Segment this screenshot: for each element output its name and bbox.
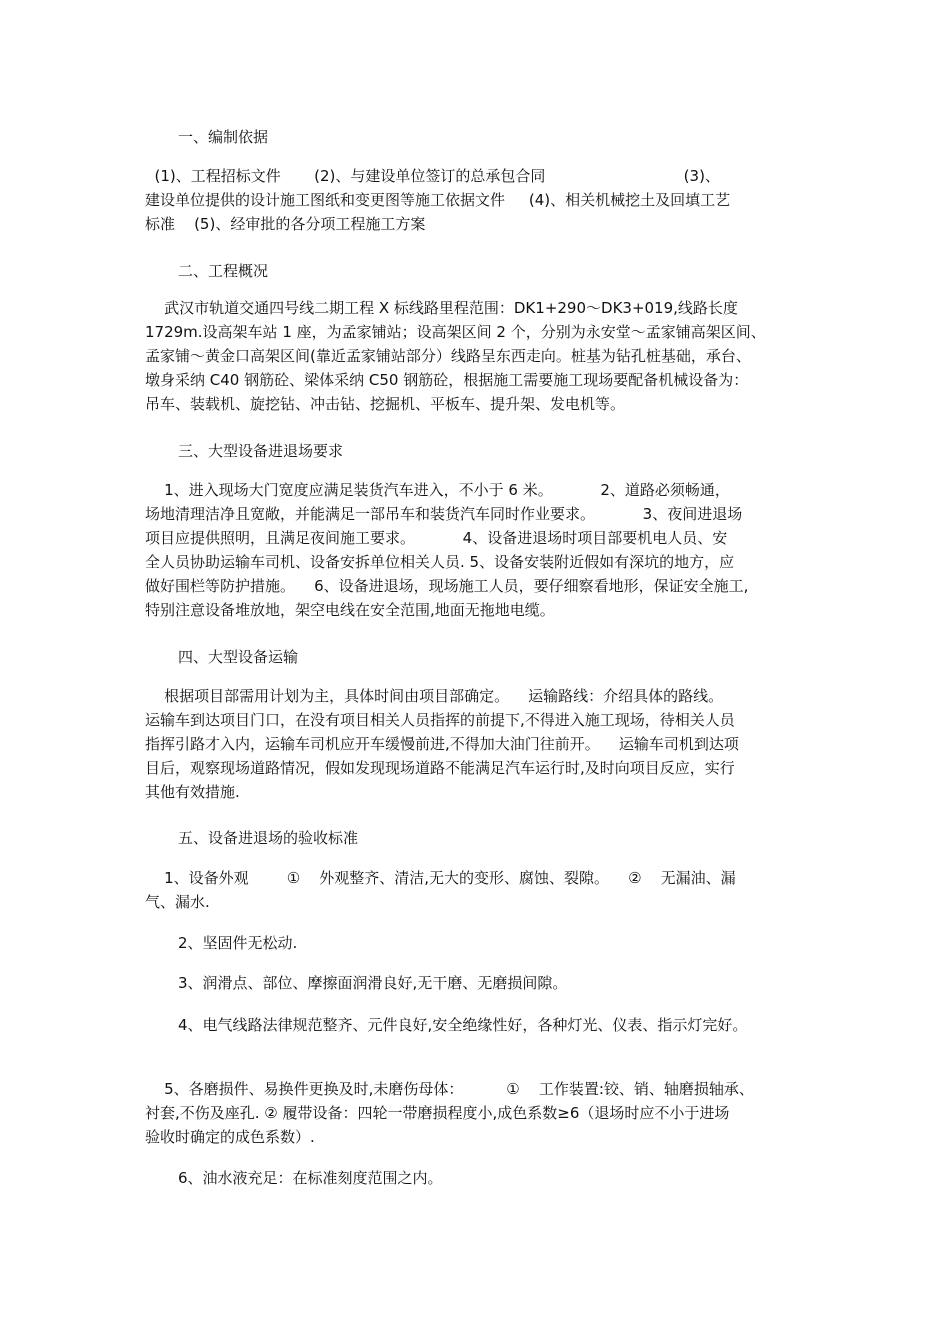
text-line: 5、各磨损件、易换件更换及时,未磨伤母体： ① 工作装置:铰、销、轴磨损轴承、: [145, 1080, 754, 1098]
paragraph-transport: [145, 684, 815, 804]
text-line: 项目应提供照明，且满足夜间施工要求。 4、设备进退场时项目部要机电人员、安: [145, 529, 728, 547]
text-line: (1)、工程招标文件 (2)、与建设单位签订的总承包合同 (3)、: [145, 167, 720, 185]
acceptance-item-5: [145, 1077, 815, 1149]
text-line: 气、漏水.: [145, 893, 210, 911]
acceptance-item-4: 4、电气线路法律规范整齐、元件良好,安全绝缘性好，各种灯光、仪表、指示灯完好。: [178, 1016, 748, 1034]
text-line: 做好围栏等防护措施。 6、设备进退场，现场施工人员，要仔细察看地形，保证安全施工,: [145, 577, 749, 595]
text-line: 1729m.设高架车站 1 座，为孟家铺站；设高架区间 2 个，分别为永安堂～孟家铺高架区间、: [145, 323, 766, 341]
text-line: 全人员协助运输车司机、设备安拆单位相关人员. 5、设备安装附近假如有深坑的地方，应: [145, 553, 735, 571]
text-line: 墩身采纳 C40 钢筋砼、梁体采纳 C50 钢筋砼，根据施工需要施工现场要配备机械设备为：: [145, 371, 749, 389]
text-line: 吊车、装载机、旋挖钻、冲击钻、挖掘机、平板车、提升架、发电机等。: [145, 395, 626, 413]
text-line: 根据项目部需用计划为主，具体时间由项目部确定。 运输路线：介绍具体的路线。: [145, 687, 724, 705]
paragraph-overview: [145, 296, 815, 416]
section-heading-1: 一、编制依据: [178, 128, 269, 146]
section-heading-2: 二、工程概况: [178, 262, 269, 280]
section-heading-5: 五、设备进退场的验收标准: [178, 829, 359, 847]
text-line: 孟家铺～黄金口高架区间(靠近孟家铺站部分）线路呈东西走向。桩基为钻孔桩基础，承台、: [145, 347, 751, 365]
text-line: 标准 (5)、经审批的各分项工程施工方案: [145, 215, 426, 233]
acceptance-item-2: 2、坚固件无松动.: [178, 934, 298, 952]
text-line: 特别注意设备堆放地，架空电线在安全范围,地面无拖地电缆。: [145, 601, 555, 619]
section-heading-4: 四、大型设备运输: [178, 648, 299, 666]
text-line: 建设单位提供的设计施工图纸和变更图等施工依据文件 (4)、相关机械挖土及回填工艺: [145, 191, 731, 209]
text-line: 衬套,不伤及座孔. ② 履带设备：四轮一带磨损程度小,成色系数≥6（退场时应不小于进场: [145, 1104, 730, 1122]
text-line: 其他有效措施.: [145, 783, 240, 801]
paragraph-entry-exit-requirements: [145, 478, 815, 622]
text-line: 运输车到达项目门口，在没有项目相关人员指挥的前提下,不得进入施工现场，待相关人员: [145, 711, 735, 729]
acceptance-item-1: [145, 866, 815, 914]
text-line: 验收时确定的成色系数）.: [145, 1128, 315, 1146]
text-line: 武汉市轨道交通四号线二期工程 X 标线路里程范围：DK1+290～DK3+019,线路长度: [145, 299, 738, 317]
text-line: 1、进入现场大门宽度应满足装货汽车进入，不小于 6 米。 2、道路必须畅通，: [145, 481, 730, 499]
paragraph-basis: [145, 164, 815, 236]
section-heading-3: 三、大型设备进退场要求: [178, 442, 344, 460]
text-line: 指挥引路才入内，运输车司机应开车缓慢前进,不得加大油门往前开。 运输车司机到达项: [145, 735, 739, 753]
text-line: 目后，观察现场道路情况，假如发现现场道路不能满足汽车运行时,及时向项目反应，实行: [145, 759, 735, 777]
text-line: 场地清理洁净且宽敞，并能满足一部吊车和装货汽车同时作业要求。 3、夜间进退场: [145, 505, 743, 523]
text-line: 1、设备外观 ① 外观整齐、清洁,无大的变形、腐蚀、裂隙。 ② 无漏油、漏: [145, 869, 736, 887]
acceptance-item-3: 3、润滑点、部位、摩擦面润滑良好,无干磨、无磨损间隙。: [178, 974, 568, 992]
acceptance-item-6: 6、油水液充足：在标准刻度范围之内。: [178, 1169, 443, 1187]
